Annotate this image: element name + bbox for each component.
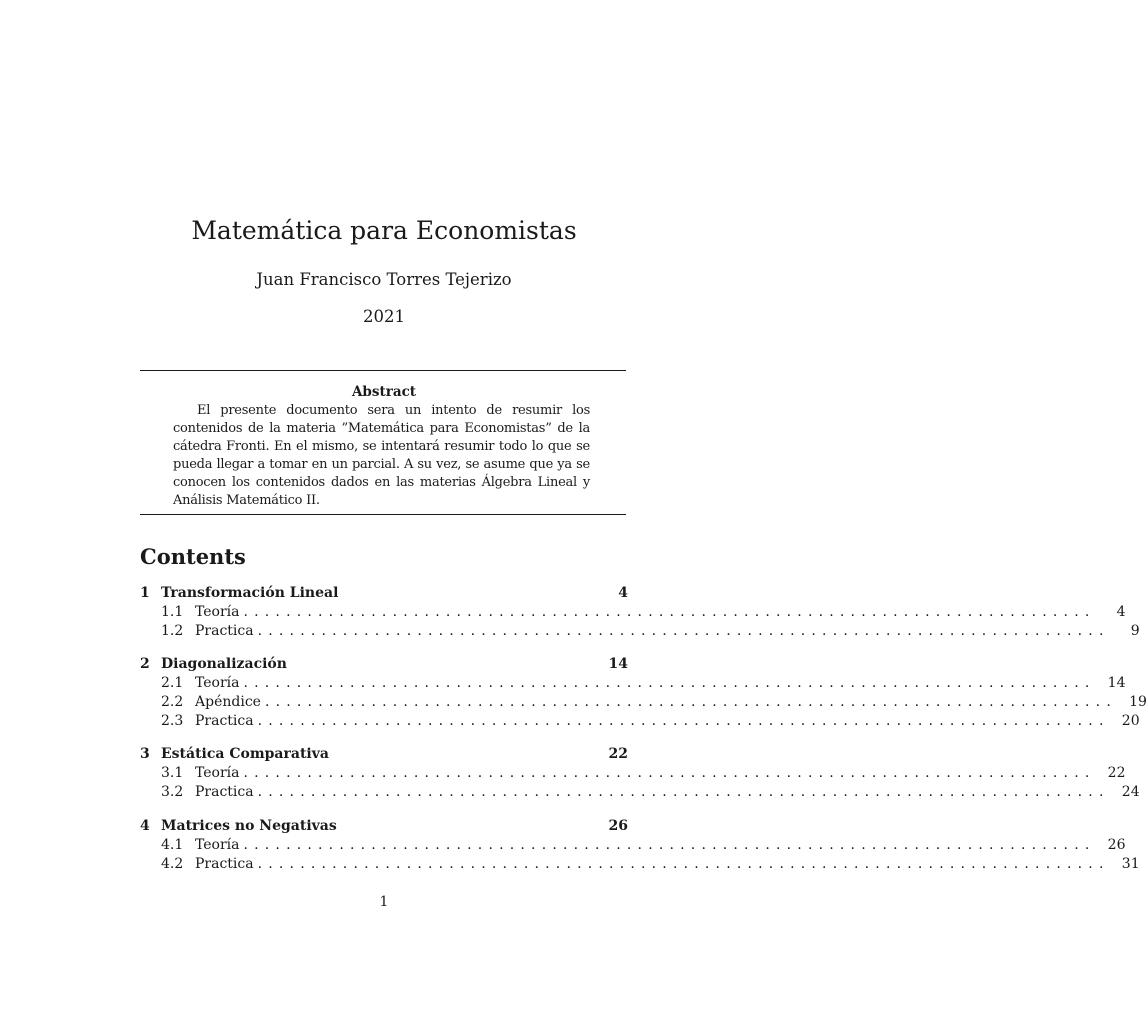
toc-section-label[interactable]: Teoría [195,604,240,620]
toc-section-page[interactable]: 24 [1121,784,1140,800]
toc-section[interactable] [161,712,1140,731]
toc-section-label[interactable]: Apéndice [195,694,261,710]
toc-section-page[interactable]: 9 [1130,623,1140,639]
toc-section-number: 3.2 [161,784,184,800]
toc-dot-leader: ................................................................................ [257,623,1110,639]
toc-chapter[interactable] [140,655,628,674]
toc-chapter-number: 1 [140,585,150,601]
toc-section[interactable] [161,674,1126,693]
abstract-heading: Abstract [351,384,417,400]
toc-section[interactable] [161,622,1140,641]
toc-chapter-page[interactable]: 4 [618,585,628,601]
toc-section-label[interactable]: Practica [195,856,254,872]
toc-section-number: 1.1 [161,604,184,620]
toc-section-label[interactable]: Teoría [195,765,240,781]
toc-dot-leader: ................................................................................ [257,856,1110,872]
toc-section-number: 3.1 [161,765,184,781]
toc-chapter[interactable] [140,817,628,836]
toc-section-label[interactable]: Practica [195,623,254,639]
toc-dot-leader: ................................................................................ [243,765,1096,781]
toc-dot-leader: ................................................................................ [243,675,1096,691]
abstract-top-rule [140,370,626,371]
toc-section[interactable] [161,836,1126,855]
toc-section-number: 4.1 [161,837,184,853]
toc-section-label[interactable]: Teoría [195,837,240,853]
toc-chapter-label[interactable]: Estática Comparativa [161,746,329,762]
toc-chapter-label[interactable]: Matrices no Negativas [161,818,337,834]
toc-chapter[interactable] [140,745,628,764]
toc-chapter-label[interactable]: Diagonalización [161,656,287,672]
toc-section[interactable] [161,855,1140,874]
toc-section[interactable] [161,783,1140,802]
toc-section-number: 1.2 [161,623,184,639]
toc-chapter[interactable] [140,584,628,603]
toc-dot-leader: ................................................................................ [257,713,1110,729]
toc-section-number: 2.3 [161,713,184,729]
toc-chapter-number: 2 [140,656,150,672]
toc-chapter-page[interactable]: 22 [608,746,628,762]
toc-dot-leader: ................................................................................ [264,694,1117,710]
toc-section-page[interactable]: 19 [1129,694,1147,710]
toc-section-label[interactable]: Teoría [195,675,240,691]
toc-section-page[interactable]: 22 [1107,765,1126,781]
toc-section-page[interactable]: 20 [1121,713,1140,729]
toc-section-number: 2.2 [161,694,184,710]
toc-section-number: 2.1 [161,675,184,691]
toc-chapter-label[interactable]: Transformación Lineal [161,585,339,601]
abstract-body: El presente documento sera un intento de resumir los contenidos de la materia ”Matemática para Economistas” de la cátedra Fronti. En el mismo, se intentará resumir todo lo que se pueda llegar a tomar en un parcial. A su vez, se asume que ya se conocen los contenidos dados en las materias Álgebra Lineal y Análisis Matemático II. [173,403,590,508]
toc-dot-leader: ................................................................................ [243,837,1096,853]
toc-section-number: 4.2 [161,856,184,872]
toc-section[interactable] [161,603,1126,622]
document-author: Juan Francisco Torres Tejerizo [256,270,512,289]
toc-section-label[interactable]: Practica [195,784,254,800]
toc-section-label[interactable]: Practica [195,713,254,729]
toc-chapter-number: 4 [140,818,150,834]
toc-section[interactable] [161,764,1126,783]
document-date: 2021 [363,307,405,326]
toc-chapter-page[interactable]: 14 [608,656,628,672]
page-number: 1 [379,894,389,910]
abstract-bottom-rule [140,514,626,515]
toc-section-page[interactable]: 4 [1116,604,1126,620]
toc-section-page[interactable]: 14 [1107,675,1126,691]
toc-section-page[interactable]: 26 [1107,837,1126,853]
document-title: Matemática para Economistas [191,216,577,245]
toc-section[interactable] [161,693,1147,712]
contents-heading: Contents [140,544,246,569]
toc-dot-leader: ................................................................................ [243,604,1096,620]
toc-chapter-number: 3 [140,746,150,762]
toc-chapter-page[interactable]: 26 [608,818,628,834]
toc-dot-leader: ................................................................................ [257,784,1110,800]
toc-section-page[interactable]: 31 [1121,856,1140,872]
